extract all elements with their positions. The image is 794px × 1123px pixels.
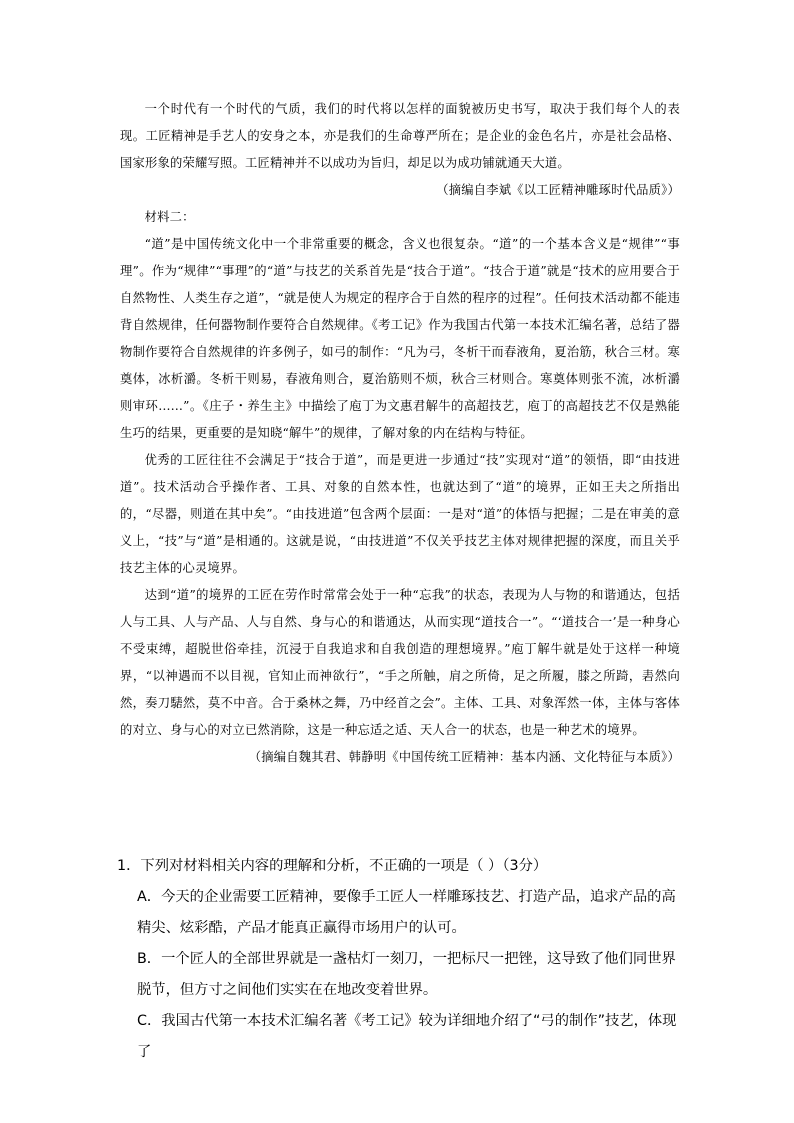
source-citation-1: （摘编自李斌《以工匠精神雕琢时代品质》）: [436, 183, 680, 197]
material-paragraph-1: “道”是中国传统文化中一个非常重要的概念，含义也很复杂。“道”的一个基本含义是“规律”“事理”。作为“规律”“事理”的“道”与技艺的关系首先是“技合于道”。“技合于道”就是“技术的应用要合于自然物性、人类生存之道”，“就是使人为规定的程序合于自然的程序的过程”。任何技术活动都不能违背自然规律，任何器物制作要符合自然规律。《考工记》作为我国古代第一本技术汇编名著，总结了器物制作要符合自然规律的许多例子，如弓的制作：“凡为弓，冬析干而春液角，夏治筋，秋合三材。寒奠体，冰析灂。冬析干则易，春液角则合，夏治筋则不烦，秋合三材则合。寒奠体则张不流，冰析灂则审环……”。《庄子・养生主》中描绘了庖丁为文惠君解牛的高超技艺，庖丁的高超技艺不仅是熟能生巧的结果，更重要的是知晓“解牛”的规律，了解对象的内在结构与特征。: [120, 237, 680, 440]
material-two-label: 材料二：: [144, 210, 195, 224]
source-citation-2: （摘编自魏其君、韩静明《中国传统工匠精神：基本内涵、文化特征与本质》）: [248, 750, 680, 764]
question-block: [117, 851, 683, 1068]
reading-material: [120, 96, 680, 771]
option-a-line-2[interactable]: 精尖、炫彩酷，产品才能真正赢得市场用户的认可。: [137, 920, 466, 936]
option-b-line-2[interactable]: 脱节，但方寸之间他们实实在在地改变着世界。: [137, 982, 438, 998]
question-stem: 1．下列对材料相关内容的理解和分析，不正确的一项是（ ）（3分）: [117, 858, 548, 874]
option-c-line-1[interactable]: C．我国古代第一本技术汇编名著《考工记》较为详细地介绍了“弓的制作”技艺，体现了: [137, 1013, 677, 1060]
option-a-line-1[interactable]: A．今天的企业需要工匠精神，要像手工匠人一样雕琢技艺、打造产品，追求产品的高: [137, 889, 676, 905]
intro-paragraph: 一个时代有一个时代的气质，我们的时代将以怎样的面貌被历史书写，取决于我们每个人的表现。工匠精神是手艺人的安身之本，亦是我们的生命尊严所在；是企业的金色名片，亦是社会品格、国家形象的荣耀写照。工匠精神并不以成功为旨归，却足以为成功铺就通天大道。: [120, 102, 680, 170]
material-paragraph-3: 达到“道”的境界的工匠在劳作时常常会处于一种“忘我”的状态，表现为人与物的和谐通达，包括人与工具、人与产品、人与自然、身与心的和谐通达，从而实现“道技合一”。“‘道技合一’是一种身心不受束缚，超脱世俗牵挂，沉浸于自我追求和自我创造的理想境界。”庖丁解牛就是处于这样一种境界，“以神遇而不以目视，官知止而神欲行”，“手之所触，肩之所倚，足之所履，膝之所踦，砉然向然，奏刀騞然，莫不中音。合于桑林之舞，乃中经首之会”。主体、工具、对象浑然一体，主体与客体的对立、身与心的对立已然消除，这是一种忘适之适、天人合一的状态，也是一种艺术的境界。: [120, 588, 680, 737]
material-paragraph-2: 优秀的工匠往往不会满足于“技合于道”，而是更进一步通过“技”实现对“道”的领悟，即“由技进道”。技术活动合乎操作者、工具、对象的自然本性，也就达到了“道”的境界，正如王夫之所指出的，“尽器，则道在其中矣”。“由技进道”包含两个层面：一是对“道”的体悟与把握；二是在审美的意义上，“技”与“道”是相通的。这就是说，“由技进道”不仅关乎技艺主体对规律把握的深度，而且关乎技艺主体的心灵境界。: [120, 453, 680, 575]
option-b-line-1[interactable]: B．一个匠人的全部世界就是一盏枯灯一刻刀，一把标尺一把锉，这导致了他们同世界: [137, 951, 676, 967]
